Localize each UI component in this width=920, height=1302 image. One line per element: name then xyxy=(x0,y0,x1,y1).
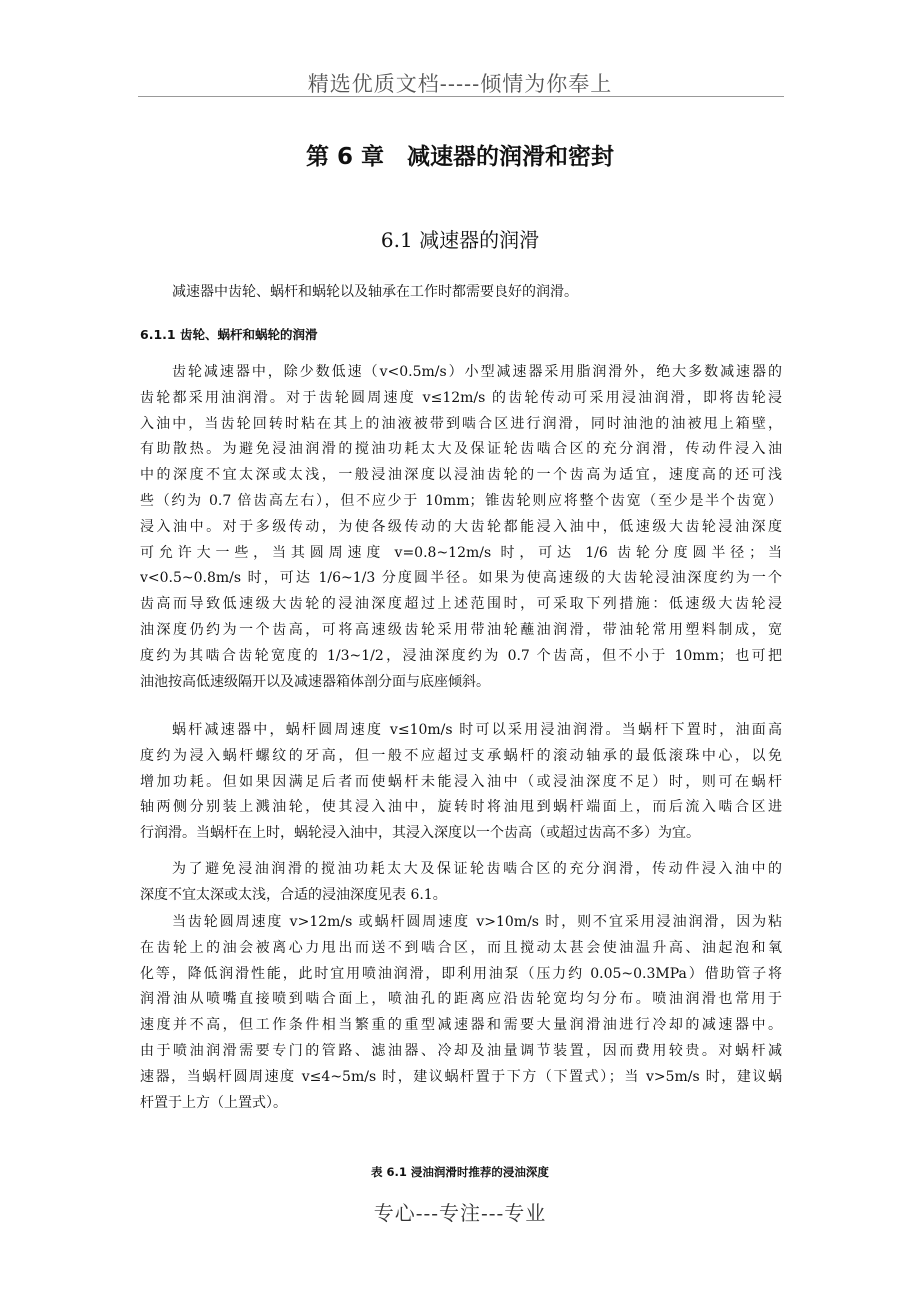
text-line: 深度不宜太深或太浅，合适的浸油深度见表 6.1。 xyxy=(140,886,447,903)
text-line: 速器，当蜗杆圆周速度 v≤4~5m/s 时，建议蜗杆置于下方（下置式）；当 v>5m/s 时，建议蜗 xyxy=(140,1068,782,1085)
text-line: 中的深度不宜太深或太浅，一般浸油深度以浸油齿轮的一个齿高为适宜，速度高的还可浅 xyxy=(140,467,782,484)
text-line: 杆置于上方（上置式）。 xyxy=(140,1094,287,1111)
text-line: 在齿轮上的油会被离心力甩出而送不到啮合区，而且搅动太甚会使油温升高、油起泡和氧 xyxy=(140,939,782,956)
text-line: 齿轮都采用油润滑。对于齿轮圆周速度 v≤12m/s 的齿轮传动可采用浸油润滑，即将齿轮浸 xyxy=(140,389,782,406)
text-line: 齿轮减速器中，除少数低速（v<0.5m/s）小型减速器采用脂润滑外，绝大多数减速器的 xyxy=(172,364,782,380)
text-line: 有助散热。为避免浸油润滑的搅油功耗太大及保证轮齿啮合区的充分润滑，传动件浸入油 xyxy=(140,441,782,458)
text-line: 油深度仍约为一个齿高，可将高速级齿轮采用带油轮蘸油润滑，带油轮常用塑料制成，宽 xyxy=(140,621,782,638)
text-line: 度约为浸入蜗杆螺纹的牙高，但一般不应超过支承蜗杆的滚动轴承的最低滚珠中心，以免 xyxy=(140,747,782,764)
text-line: 行润滑。当蜗杆在上时，蜗轮浸入油中，其浸入深度以一个齿高（或超过齿高不多）为宜。 xyxy=(140,825,700,842)
paragraph-gear-lubrication xyxy=(140,360,782,695)
text-line: 度约为其啮合齿轮宽度的 1/3~1/2，浸油深度约为 0.7 个齿高，但不小于 10mm；也可把 xyxy=(140,647,782,664)
text-line: 润滑油从喷嘴直接喷到啮合面上，喷油孔的距离应沿齿轮宽均匀分布。喷油润滑也常用于 xyxy=(140,991,782,1008)
paragraph-worm-lubrication xyxy=(140,718,782,847)
text-line: 蜗杆减速器中，蜗杆圆周速度 v≤10m/s 时可以采用浸油润滑。当蜗杆下置时，油面高 xyxy=(172,722,782,738)
text-line: 速度并不高，但工作条件相当繁重的重型减速器和需要大量润滑油进行冷却的减速器中。 xyxy=(140,1017,782,1034)
paragraph-immersion-depth xyxy=(140,857,782,909)
text-line: 为了避免浸油润滑的搅油功耗太大及保证轮齿啮合区的充分润滑，传动件浸入油中的 xyxy=(172,861,782,877)
text-line: 些（约为 0.7 倍齿高左右），但不应少于 10mm；锥齿轮则应将整个齿宽（至少是半个齿宽） xyxy=(140,492,782,509)
text-line: 当齿轮圆周速度 v>12m/s 或蜗杆圆周速度 v>10m/s 时，则不宜采用浸油润滑，因为粘 xyxy=(172,914,782,930)
text-line: 轴两侧分别装上溅油轮，使其浸入油中，旋转时将油甩到蜗杆端面上，而后流入啮合区进 xyxy=(140,799,782,816)
text-line: 化等，降低润滑性能，此时宜用喷油润滑，即利用油泵（压力约 0.05~0.3MPa）借助管子将 xyxy=(140,965,782,982)
text-line: 入油中，当齿轮回转时粘在其上的油液被带到啮合区进行润滑，同时油池的油被甩上箱壁， xyxy=(140,415,782,432)
header-rule xyxy=(138,96,784,97)
paragraph-spray-lubrication xyxy=(140,910,782,1116)
text-line: v<0.5~0.8m/s 时，可达 1/6~1/3 分度圆半径。如果为使高速级的大齿轮浸油深度约为一个 xyxy=(140,570,782,587)
text-line: 由于喷油润滑需要专门的管路、滤油器、冷却及油量调节装置，因而费用较贵。对蜗杆减 xyxy=(140,1042,782,1059)
table-caption: 表 6.1 浸油润滑时推荐的浸油深度 xyxy=(371,1165,549,1179)
page-footer: 专心---专注---专业 xyxy=(373,1201,547,1225)
text-line: 增加功耗。但如果因满足后者而使蜗杆未能浸入油中（或浸油深度不足）时，则可在蜗杆 xyxy=(140,773,782,790)
intro-paragraph: 减速器中齿轮、蜗杆和蜗轮以及轴承在工作时都需要良好的润滑。 xyxy=(172,284,578,300)
chapter-title: 第 6 章 减速器的润滑和密封 xyxy=(305,144,615,170)
section-title: 6.1 减速器的润滑 xyxy=(380,228,540,252)
text-line: 浸入油中。对于多级传动，为使各级传动的大齿轮都能浸入油中，低速级大齿轮浸油深度 xyxy=(140,518,782,535)
page-header: 精选优质文档-----倾情为你奉上 xyxy=(307,72,613,96)
subsection-title: 6.1.1 齿轮、蜗杆和蜗轮的润滑 xyxy=(140,327,318,342)
text-line: 可允许大一些，当其圆周速度 v=0.8~12m/s 时，可达 1/6 齿轮分度圆半径；当 xyxy=(140,544,782,561)
text-line: 齿高而导致低速级大齿轮的浸油深度超过上述范围时，可采取下列措施：低速级大齿轮浸 xyxy=(140,596,782,613)
text-line: 油池按高低速级隔开以及减速器箱体剖分面与底座倾斜。 xyxy=(140,673,490,690)
